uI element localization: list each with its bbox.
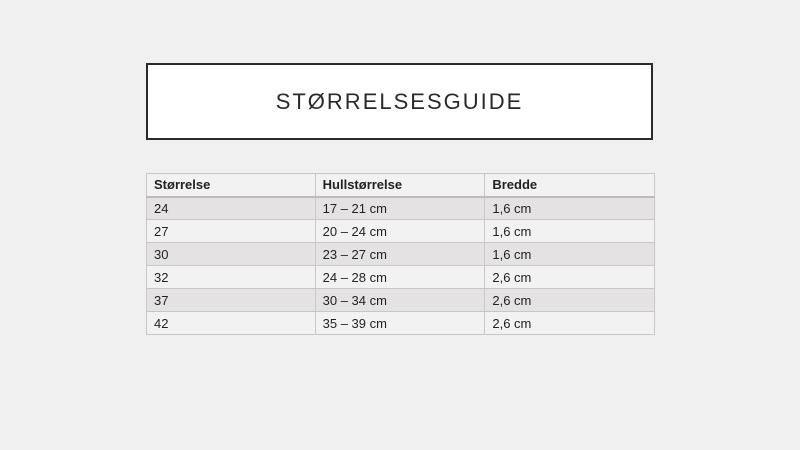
table-header-row (147, 174, 655, 197)
cell-width: 2,6 cm (485, 266, 655, 289)
cell-size: 32 (147, 266, 316, 289)
cell-hole-size: 35 – 39 cm (315, 312, 485, 335)
cell-hole-size: 23 – 27 cm (315, 243, 485, 266)
cell-hole-size: 17 – 21 cm (315, 197, 485, 220)
table-row (147, 220, 655, 243)
cell-size: 24 (147, 197, 316, 220)
cell-width: 2,6 cm (485, 289, 655, 312)
cell-hole-size: 30 – 34 cm (315, 289, 485, 312)
cell-hole-size: 20 – 24 cm (315, 220, 485, 243)
table-row (147, 266, 655, 289)
cell-width: 2,6 cm (485, 312, 655, 335)
column-header-hole-size: Hullstørrelse (315, 174, 485, 197)
page-title: STØRRELSESGUIDE (275, 88, 524, 114)
column-header-size: Størrelse (147, 174, 316, 197)
title-box (146, 63, 653, 140)
table-row (147, 243, 655, 266)
table-row (147, 289, 655, 312)
column-header-width: Bredde (485, 174, 655, 197)
table-row (147, 312, 655, 335)
cell-size: 27 (147, 220, 316, 243)
cell-size: 42 (147, 312, 316, 335)
cell-width: 1,6 cm (485, 243, 655, 266)
cell-width: 1,6 cm (485, 197, 655, 220)
size-guide-table (146, 173, 655, 335)
table-row (147, 197, 655, 220)
cell-size: 37 (147, 289, 316, 312)
cell-size: 30 (147, 243, 316, 266)
cell-hole-size: 24 – 28 cm (315, 266, 485, 289)
cell-width: 1,6 cm (485, 220, 655, 243)
